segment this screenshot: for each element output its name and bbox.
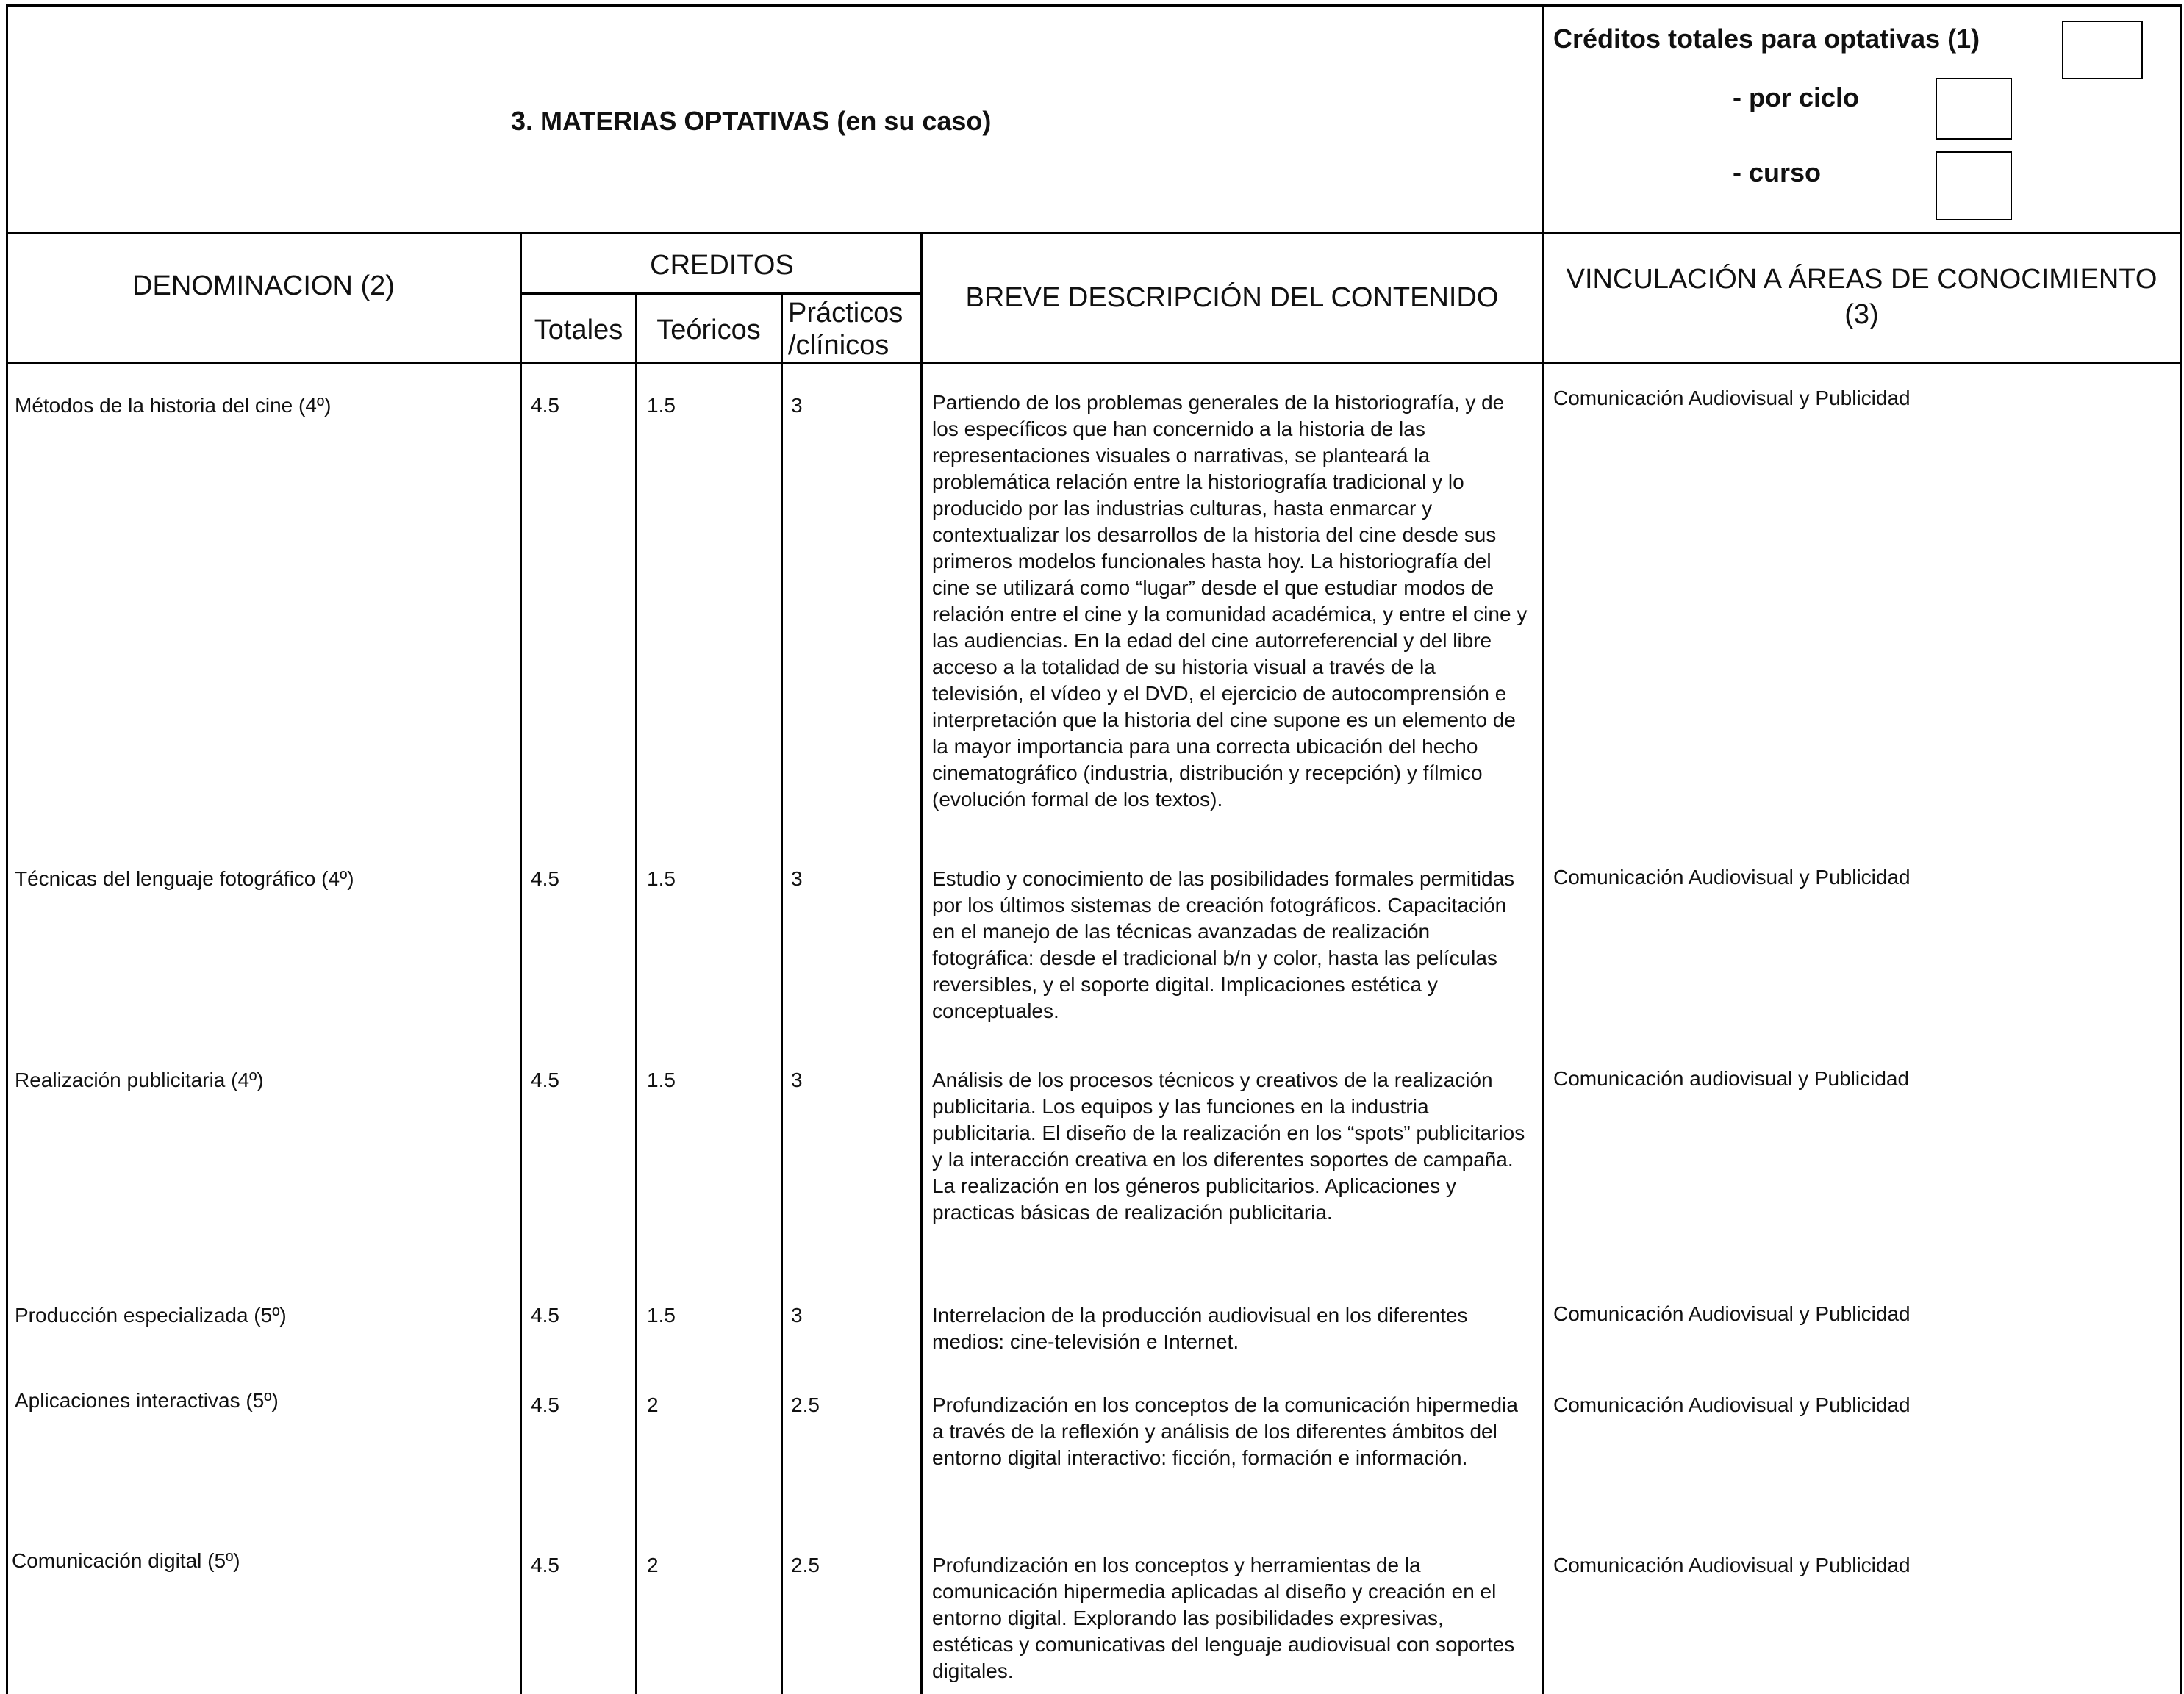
col-divider-totales [635,292,637,1694]
row-totales: 4.5 [531,1069,559,1091]
row-totales: 4.5 [531,1304,559,1327]
row-descripcion: Profundización en los conceptos de la comunicación hipermedia a través de la reflexión y análisis de los diferentes ámbitos del entorno digital interactivo: ficción, formación e información. [932,1393,1518,1469]
row-denominacion: Técnicas del lenguaje fotográfico (4º) [15,867,354,890]
col-divider-teoricos [781,292,783,1694]
curso-box[interactable] [1936,151,2012,220]
col-header-vinculacion [1544,262,2180,332]
row-teoricos: 2 [647,1554,659,1576]
por-ciclo-label: - por ciclo [1733,82,1860,112]
row-denominacion: Métodos de la historia del cine (4º) [15,394,332,417]
row-practicos: 3 [791,1304,803,1327]
creditos-totales-box[interactable] [2062,21,2143,79]
creditos-subheader-divider [520,292,923,295]
row-descripcion: Interrelacion de la producción audiovisual en los diferentes medios: cine-televisión e Internet. [932,1304,1468,1353]
row-teoricos: 1.5 [647,394,676,417]
row-descripcion: Estudio y conocimiento de las posibilidades formales permitidas por los últimos sistemas de creación fotográficos. Capacitación en el manejo de las técnicas avanzadas de realización fotográfica: desde el tradicional b/n y color, hasta las películas reversibles, y el soporte digital. Implicaciones estética y conceptuales. [932,867,1515,1022]
row-practicos: 2.5 [791,1393,820,1416]
row-teoricos: 1.5 [647,867,676,890]
col-header-practicos-line2: /clínicos [788,330,889,361]
row-practicos: 3 [791,394,803,417]
col-header-vinculacion-line1: VINCULACIÓN A ÁREAS DE CONOCIMIENTO [1566,264,2158,295]
col-header-teoricos: Teóricos [656,315,761,345]
creditos-totales-label: Créditos totales para optativas (1) [1553,24,1980,54]
row-vinculacion: Comunicación Audiovisual y Publicidad [1553,1302,1911,1325]
row-vinculacion: Comunicación audiovisual y Publicidad [1553,1067,1910,1090]
frame-right-border [2180,4,2182,1694]
frame-left-border [6,4,8,1694]
row-totales: 4.5 [531,394,559,417]
header-bottom-border [6,232,2182,234]
row-teoricos: 2 [647,1393,659,1416]
row-denominacion: Producción especializada (5º) [15,1304,287,1327]
col-divider-practicos [920,232,923,1694]
row-denominacion: Comunicación digital (5º) [12,1549,240,1572]
section-title: 3. MATERIAS OPTATIVAS (en su caso) [511,106,992,136]
row-practicos: 3 [791,1069,803,1091]
col-divider-descripcion [1542,232,1544,1694]
row-vinculacion: Comunicación Audiovisual y Publicidad [1553,387,1911,409]
col-header-creditos: CREDITOS [650,250,794,281]
column-header-bottom-border [6,362,2182,364]
row-descripcion: Profundización en los conceptos y herramientas de la comunicación hipermedia aplicadas al diseño y creación en el entorno digital. Explorando las posibilidades expresivas, estéticas y comunicativas del lenguaje audiovisual con soportes digitales. [932,1554,1515,1682]
row-vinculacion: Comunicación Audiovisual y Publicidad [1553,1393,1911,1416]
row-practicos: 3 [791,867,803,890]
row-denominacion: Aplicaciones interactivas (5º) [15,1389,279,1412]
col-header-denominacion: DENOMINACION (2) [132,270,395,301]
row-totales: 4.5 [531,1554,559,1576]
row-teoricos: 1.5 [647,1304,676,1327]
row-descripcion: Partiendo de los problemas generales de la historiografía, y de los específicos que han concernido a la historia de las representaciones visuales o narrativas, se planteará la problemática relación entre la historiografía tradicional y lo producido por las industrias culturas, hasta enmarcar y contextualizar los desarrollos de la historia del cine desde sus primeros modelos funcionales hasta hoy. La historiografía del cine se utilizará como “lugar” desde el que estudiar modos de relación entre el cine y la comunidad académica, y entre el cine y las audiencias. En la edad del cine autorreferencial y del libre acceso a la totalidad de su historia visual a través de la televisión, el vídeo y el DVD, el ejercicio de autocomprensión e interpretación que la historia del cine supone es un elemento de la mayor importancia para una correcta ubicación del hecho cinematográfico (industria, distribución y recepción) y fílmico (evolución formal de los textos). [932,391,1528,811]
por-ciclo-box[interactable] [1936,78,2012,140]
row-denominacion: Realización publicitaria (4º) [15,1069,264,1091]
col-header-practicos [788,297,903,362]
row-vinculacion: Comunicación Audiovisual y Publicidad [1553,1554,1911,1576]
col-header-practicos-line1: Prácticos [788,298,903,329]
col-header-totales: Totales [534,315,623,345]
row-totales: 4.5 [531,867,559,890]
col-divider-denominacion [520,232,522,1694]
row-descripcion: Análisis de los procesos técnicos y creativos de la realización publicitaria. Los equipos y las funciones en la industria publicitaria. El diseño de la realización en los “spots” publicitarios y la interacción creativa en los diferentes soportes de campaña. La realización en los géneros publicitarios. Aplicaciones y practicas básicas de realización publicitaria. [932,1069,1525,1224]
row-practicos: 2.5 [791,1554,820,1576]
row-totales: 4.5 [531,1393,559,1416]
col-header-descripcion: BREVE DESCRIPCIÓN DEL CONTENIDO [965,282,1499,313]
row-teoricos: 1.5 [647,1069,676,1091]
frame-top-border [6,4,2182,7]
header-divider [1542,4,1544,234]
row-vinculacion: Comunicación Audiovisual y Publicidad [1553,866,1911,889]
curso-label: - curso [1733,157,1822,187]
col-header-vinculacion-line2: (3) [1844,299,1879,330]
